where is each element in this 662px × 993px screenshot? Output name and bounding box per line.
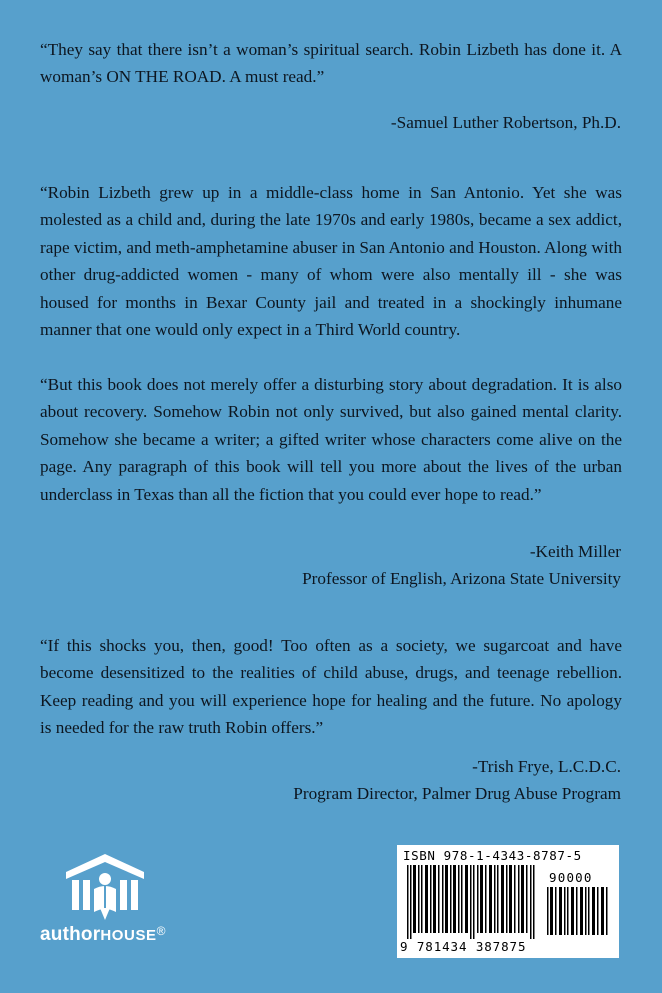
- house-logo-icon: [64, 852, 146, 922]
- price-code: 90000: [549, 870, 593, 885]
- attribution-name: -Keith Miller: [529, 542, 621, 561]
- quote-samuel-text: “They say that there isn’t a woman’s spiritual search. Robin Lizbeth has done it. A woman’s ON THE ROAD. A must read.”: [40, 40, 622, 87]
- publisher-name: authorHOUSE®: [40, 924, 166, 945]
- attribution-title: Program Director, Palmer Drug Abuse Program: [293, 784, 621, 804]
- quote-miller-para1: “Robin Lizbeth grew up in a middle-class home in San Antonio. Yet she was molested as a child and, during the late 1970s and early 1980s, became a sex addict, rape victim, and meth-amphetamine abuser in San Antonio and Houston. Along with other drug-addicted women - many of whom were also mentally ill - she was housed for months in Bexar County jail and treated in a shockingly inhumane manner that one would only expect in a Third World country.: [40, 183, 622, 340]
- addon-barcode-bars: [547, 887, 609, 935]
- publisher-logo: [40, 852, 190, 952]
- quote-miller-attribution: [302, 538, 621, 593]
- barcode-bars: [407, 865, 539, 939]
- quote-frye-text: “If this shocks you, then, good! Too often as a society, we sugarcoat and have become desensitized to the realities of child abuse, drugs, and teenage rebellion. Keep reading and you will experience hope for healing and the future. No apology is needed for the raw truth Robin offers.”: [40, 636, 622, 738]
- quote-samuel-attribution: [391, 109, 621, 136]
- attribution-name: -Samuel Luther Robertson, Ph.D.: [390, 113, 621, 132]
- attribution-title: Professor of English, Arizona State University: [302, 569, 621, 589]
- quote-miller-para2: “But this book does not merely offer a disturbing story about degradation. It is also about recovery. Somehow Robin not only survived, but also gained mental clarity. Somehow she became a writer; a gifted writer whose characters come alive on the page. Any paragraph of this book will tell you more about the lives of the urban underclass in Texas than all the fiction that you could ever hope to read.”: [40, 375, 622, 504]
- isbn-barcode: [397, 845, 619, 958]
- isbn-text: ISBN 978-1-4343-8787-5: [403, 848, 582, 863]
- quote-frye-attribution: [293, 753, 621, 808]
- attribution-name: -Trish Frye, L.C.D.C.: [472, 757, 621, 776]
- barcode-number: 9 781434 387875: [400, 939, 527, 954]
